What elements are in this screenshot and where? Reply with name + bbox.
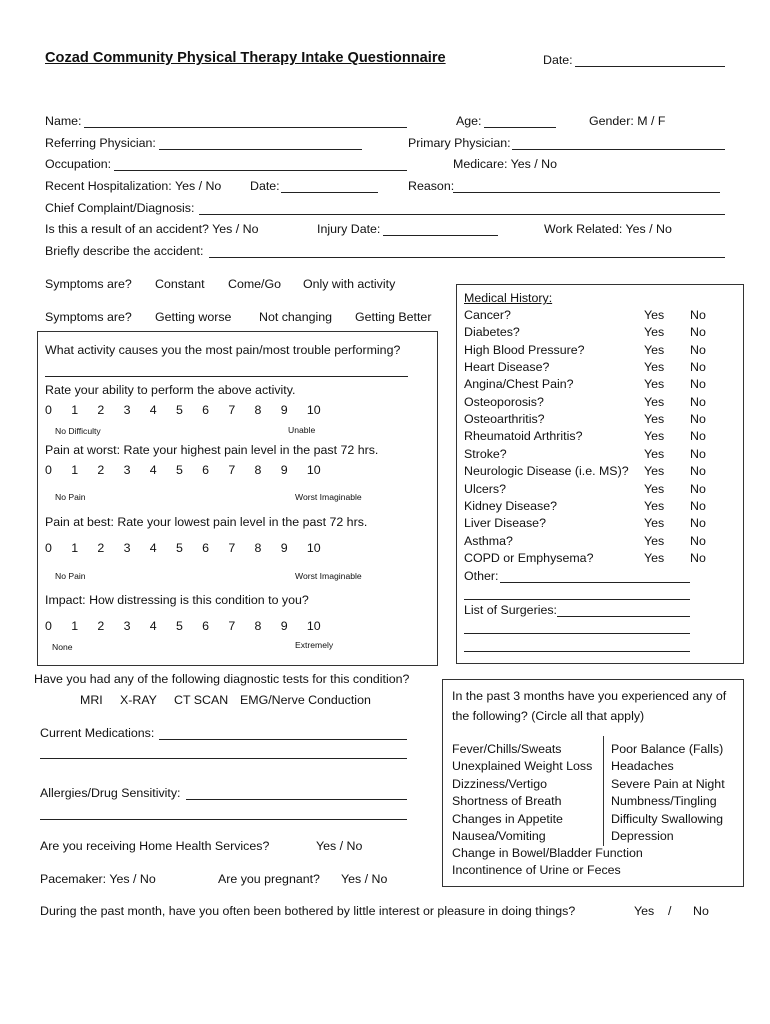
history-yes-option[interactable]: Yes — [644, 342, 665, 357]
complaint-label: Chief Complaint/Diagnosis: — [45, 201, 195, 215]
scale-3[interactable]: 3 — [123, 403, 131, 417]
scale-2[interactable]: 2 — [97, 541, 105, 555]
scale-9[interactable]: 9 — [280, 619, 288, 633]
scale-0[interactable]: 0 — [45, 463, 52, 477]
history-no-option[interactable]: No — [690, 533, 706, 548]
history-item-label: Heart Disease? — [464, 360, 550, 375]
home-health-options[interactable]: Yes / No — [316, 839, 363, 853]
injury-date-field[interactable] — [383, 235, 498, 236]
history-yes-option[interactable]: Yes — [644, 394, 665, 409]
scale-10[interactable]: 10 — [306, 619, 321, 633]
surgeries-field-2[interactable] — [464, 633, 690, 634]
history-no-option[interactable]: No — [690, 308, 706, 322]
recent-symptom-item[interactable]: Changes in Appetite — [452, 811, 563, 826]
history-item-label: Kidney Disease? — [464, 498, 557, 513]
recent-intro-1: In the past 3 months have you experienced any of — [452, 689, 727, 703]
impact-low-label: None — [52, 642, 73, 652]
date-field[interactable] — [575, 66, 725, 67]
scale-7[interactable]: 7 — [228, 541, 236, 555]
recent-symptom-item[interactable]: Depression — [611, 829, 674, 843]
impact-high-label: Extremely — [295, 640, 334, 650]
symptom-only-activity[interactable]: Only with activity — [303, 277, 396, 291]
test-xray[interactable]: X-RAY — [120, 693, 157, 707]
date-label: Date: — [543, 53, 573, 67]
history-no-option[interactable]: No — [690, 412, 706, 427]
worst-high-label: Worst Imaginable — [295, 492, 362, 502]
activity-field[interactable] — [45, 376, 408, 377]
history-yes-option[interactable]: Yes — [644, 325, 665, 340]
accident-options[interactable]: Is this a result of an accident? Yes / No — [45, 222, 259, 236]
medications-field[interactable] — [159, 739, 407, 740]
medications-label: Current Medications: — [40, 726, 155, 740]
home-health-question: Are you receiving Home Health Services? — [40, 839, 270, 853]
scale-1[interactable]: 1 — [71, 619, 79, 633]
history-item-label: Stroke? — [464, 446, 507, 461]
scale-8[interactable]: 8 — [254, 619, 262, 633]
history-item-label: Liver Disease? — [464, 516, 546, 531]
scale-4[interactable]: 4 — [149, 619, 157, 633]
history-no-option[interactable]: No — [690, 342, 706, 357]
scale-5[interactable]: 5 — [175, 541, 183, 555]
age-label: Age: — [456, 114, 482, 128]
scale-8[interactable]: 8 — [254, 463, 262, 477]
history-item-label: Diabetes? — [464, 325, 520, 340]
best-question: Pain at best: Rate your lowest pain level in the past 72 hrs. — [45, 515, 368, 529]
scale-10[interactable]: 10 — [306, 463, 321, 477]
scale-10[interactable]: 10 — [306, 403, 321, 417]
scale-7[interactable]: 7 — [228, 403, 236, 417]
scale-6[interactable]: 6 — [202, 463, 210, 477]
history-yes-option[interactable]: Yes — [644, 429, 665, 444]
scale-8[interactable]: 8 — [254, 541, 262, 555]
recent-intro-2: the following? (Circle all that apply) — [452, 709, 645, 723]
recent-incontinence[interactable]: Incontinence of Urine or Feces — [452, 863, 621, 877]
history-no-option[interactable]: No — [690, 325, 706, 340]
symptom-not-changing[interactable]: Not changing — [259, 310, 333, 324]
pain-box — [37, 331, 438, 666]
test-ctscan[interactable]: CT SCAN — [174, 693, 229, 707]
symptom-constant[interactable]: Constant — [155, 277, 205, 291]
recent-bowel[interactable]: Change in Bowel/Bladder Function — [452, 846, 643, 860]
pregnant-options[interactable]: Yes / No — [341, 872, 388, 886]
other-label: Other: — [464, 569, 499, 583]
scale-5[interactable]: 5 — [175, 619, 183, 633]
history-yes-option[interactable]: Yes — [644, 464, 665, 479]
scale-3[interactable]: 3 — [123, 463, 131, 477]
rate-question: Rate your ability to perform the above activity. — [45, 383, 296, 397]
rate-low-label: No Difficulty — [55, 426, 101, 436]
medications-field-2[interactable] — [40, 758, 407, 759]
history-no-option[interactable]: No — [690, 516, 706, 531]
interest-slash: / — [668, 904, 672, 918]
recent-symptom-item[interactable]: Numbness/Tingling — [611, 794, 717, 809]
scale-9[interactable]: 9 — [280, 403, 288, 417]
scale-1[interactable]: 1 — [71, 463, 79, 477]
scale-1[interactable]: 1 — [71, 403, 79, 417]
history-item-label: Ulcers? — [464, 481, 506, 496]
recent-symptom-item[interactable]: Difficulty Swallowing — [611, 811, 724, 826]
rate-high-label: Unable — [288, 425, 316, 435]
surgeries-field-3[interactable] — [464, 651, 690, 652]
scale-2[interactable]: 2 — [97, 403, 105, 417]
history-no-option[interactable]: No — [690, 429, 706, 444]
hosp-date-field[interactable] — [281, 192, 378, 193]
history-no-option[interactable]: No — [690, 446, 706, 461]
scale-2[interactable]: 2 — [97, 619, 105, 633]
history-yes-option[interactable]: Yes — [644, 533, 665, 548]
impact-scale[interactable] — [45, 619, 333, 634]
surgeries-label: List of Surgeries: — [464, 603, 557, 617]
interest-no[interactable]: No — [693, 904, 709, 918]
history-no-option[interactable]: No — [690, 498, 706, 513]
recent-symptom-item[interactable]: Nausea/Vomiting — [452, 829, 546, 843]
interest-yes[interactable]: Yes — [634, 904, 655, 918]
impact-question: Impact: How distressing is this condition to you? — [45, 593, 309, 607]
scale-1[interactable]: 1 — [71, 541, 79, 555]
scale-3[interactable]: 3 — [123, 541, 131, 555]
scale-7[interactable]: 7 — [228, 463, 236, 477]
page-title: Cozad Community Physical Therapy Intake Questionnaire — [45, 50, 446, 66]
history-yes-option[interactable]: Yes — [644, 412, 665, 427]
name-field[interactable] — [84, 127, 407, 128]
describe-label: Briefly describe the accident: — [45, 244, 204, 258]
hosp-date-label: Date: — [250, 179, 280, 193]
name-label: Name: — [45, 114, 82, 128]
history-item-label: Rheumatoid Arthritis? — [464, 429, 583, 444]
recent-symptom-item[interactable]: Poor Balance (Falls) — [611, 742, 724, 756]
best-high-label: Worst Imaginable — [295, 571, 362, 581]
complaint-field[interactable] — [199, 214, 725, 215]
worst-low-label: No Pain — [55, 492, 86, 502]
history-item-label: Cancer? — [464, 308, 511, 322]
history-no-option[interactable]: No — [690, 377, 706, 392]
symptom-come-go[interactable]: Come/Go — [228, 277, 282, 291]
history-yes-option[interactable]: Yes — [644, 377, 665, 392]
scale-6[interactable]: 6 — [202, 619, 210, 633]
scale-8[interactable]: 8 — [254, 403, 262, 417]
symptom-worse[interactable]: Getting worse — [155, 310, 232, 324]
history-item-label: COPD or Emphysema? — [464, 550, 594, 565]
scale-9[interactable]: 9 — [280, 463, 288, 477]
scale-0[interactable]: 0 — [45, 619, 52, 633]
referring-field[interactable] — [159, 149, 362, 150]
symptom-better[interactable]: Getting Better — [355, 310, 432, 324]
scale-4[interactable]: 4 — [149, 403, 157, 417]
gender-options[interactable]: Gender: M / F — [589, 114, 666, 128]
test-mri[interactable]: MRI — [80, 693, 103, 707]
allergies-field[interactable] — [186, 799, 407, 800]
other-field[interactable] — [500, 582, 690, 583]
recent-symptom-item[interactable]: Dizziness/Vertigo — [452, 776, 548, 791]
history-no-option[interactable]: No — [690, 550, 706, 565]
reason-label: Reason: — [408, 179, 455, 193]
symptoms-label-2: Symptoms are? — [45, 310, 132, 324]
history-no-option[interactable]: No — [690, 464, 706, 479]
column-divider — [603, 736, 604, 846]
history-item-label: Osteoporosis? — [464, 394, 544, 409]
history-item-label: Neurologic Disease (i.e. MS)? — [464, 464, 629, 479]
scale-9[interactable]: 9 — [280, 541, 288, 555]
scale-4[interactable]: 4 — [149, 463, 157, 477]
allergies-label: Allergies/Drug Sensitivity: — [40, 786, 181, 800]
pacemaker-options[interactable]: Pacemaker: Yes / No — [40, 872, 156, 886]
scale-6[interactable]: 6 — [202, 541, 210, 555]
test-emg[interactable]: EMG/Nerve Conduction — [240, 693, 371, 707]
diagnostics-question: Have you had any of the following diagnostic tests for this condition? — [34, 672, 410, 686]
history-item-label: Angina/Chest Pain? — [464, 377, 574, 392]
history-item-label: Osteoarthritis? — [464, 412, 545, 427]
work-related-options[interactable]: Work Related: Yes / No — [544, 222, 672, 236]
recent-symptom-item[interactable]: Severe Pain at Night — [611, 776, 725, 791]
rate-scale[interactable] — [45, 403, 333, 418]
referring-label: Referring Physician: — [45, 136, 156, 150]
interest-question: During the past month, have you often been bothered by little interest or pleasure in doing things? — [40, 904, 576, 918]
age-field[interactable] — [484, 127, 556, 128]
symptoms-label-1: Symptoms are? — [45, 277, 132, 291]
pregnant-question: Are you pregnant? — [218, 872, 320, 886]
surgeries-field[interactable] — [557, 616, 690, 617]
recent-symptom-item[interactable]: Shortness of Breath — [452, 794, 562, 809]
history-yes-option[interactable]: Yes — [644, 481, 665, 496]
scale-4[interactable]: 4 — [149, 541, 157, 555]
injury-date-label: Injury Date: — [317, 222, 381, 236]
history-no-option[interactable]: No — [690, 360, 706, 375]
scale-5[interactable]: 5 — [175, 403, 183, 417]
best-low-label: No Pain — [55, 571, 86, 581]
hospitalization-options[interactable]: Recent Hospitalization: Yes / No — [45, 179, 222, 193]
scale-10[interactable]: 10 — [306, 541, 321, 555]
primary-field[interactable] — [512, 149, 725, 150]
history-item-label: High Blood Pressure? — [464, 342, 585, 357]
scale-2[interactable]: 2 — [97, 463, 105, 477]
scale-5[interactable]: 5 — [175, 463, 183, 477]
history-no-option[interactable]: No — [690, 394, 706, 409]
worst-scale[interactable] — [45, 463, 333, 478]
history-yes-option[interactable]: Yes — [644, 516, 665, 531]
reason-field[interactable] — [453, 192, 720, 193]
history-yes-option[interactable]: Yes — [644, 446, 665, 461]
history-no-option[interactable]: No — [690, 481, 706, 496]
worst-question: Pain at worst: Rate your highest pain level in the past 72 hrs. — [45, 443, 379, 457]
scale-3[interactable]: 3 — [123, 619, 131, 633]
occupation-label: Occupation: — [45, 157, 112, 171]
history-item-label: Asthma? — [464, 533, 513, 548]
history-yes-option[interactable]: Yes — [644, 498, 665, 513]
describe-field[interactable] — [209, 257, 725, 258]
primary-label: Primary Physician: — [408, 136, 511, 150]
history-yes-option[interactable]: Yes — [644, 550, 665, 565]
medical-history-title: Medical History: — [464, 291, 553, 305]
scale-0[interactable]: 0 — [45, 403, 52, 417]
scale-6[interactable]: 6 — [202, 403, 210, 417]
scale-7[interactable]: 7 — [228, 619, 236, 633]
scale-0[interactable]: 0 — [45, 541, 52, 555]
history-yes-option[interactable]: Yes — [644, 360, 665, 375]
recent-symptom-item[interactable]: Fever/Chills/Sweats — [452, 742, 562, 756]
other-field-2[interactable] — [464, 599, 690, 600]
allergies-field-2[interactable] — [40, 819, 407, 820]
medicare-options[interactable]: Medicare: Yes / No — [453, 157, 558, 171]
occupation-field[interactable] — [114, 170, 407, 171]
history-yes-option[interactable]: Yes — [644, 308, 665, 322]
best-scale[interactable] — [45, 541, 333, 556]
recent-symptom-item[interactable]: Headaches — [611, 759, 674, 774]
activity-question: What activity causes you the most pain/most trouble performing? — [45, 343, 401, 357]
recent-symptom-item[interactable]: Unexplained Weight Loss — [452, 759, 593, 774]
